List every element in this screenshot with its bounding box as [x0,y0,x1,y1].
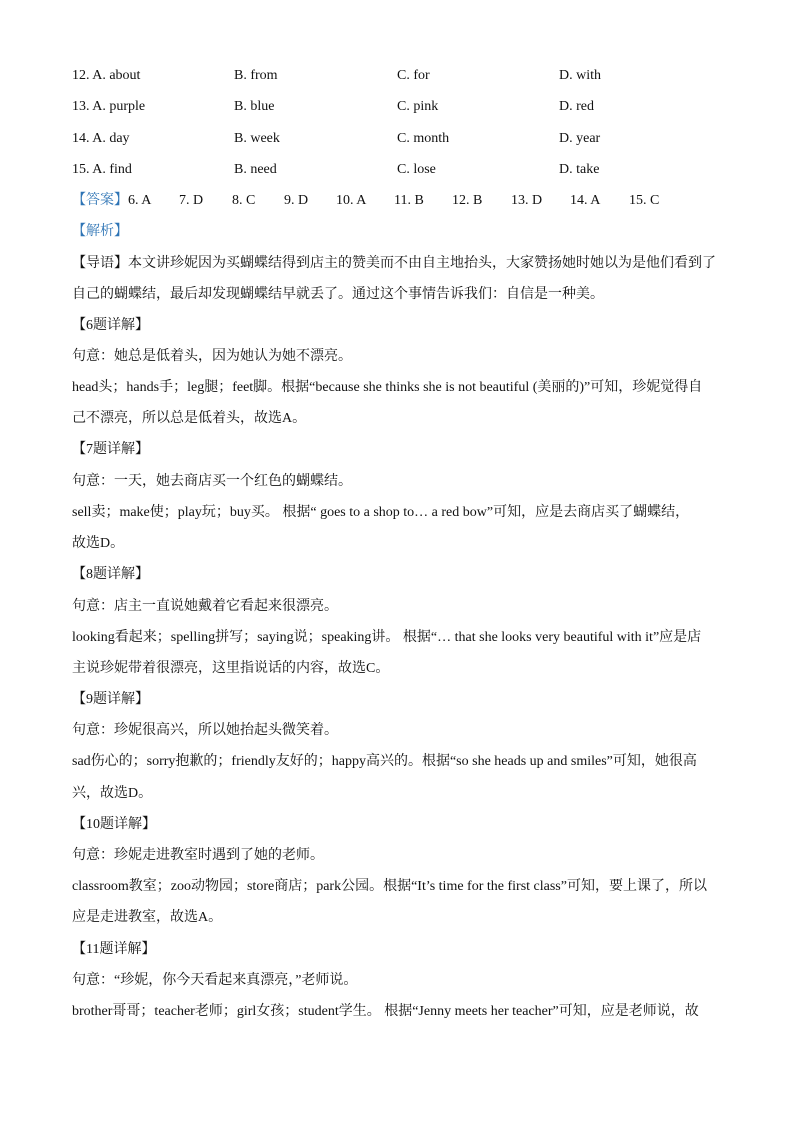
answer-item: 9. D [284,193,309,208]
option-row-14 [72,129,724,149]
answer-item: 12. B [452,193,483,208]
q7-explanation-1: sell卖；make使；play玩；buy买。 根据“ goes to a shop to… a red bow”可知，应是去商店买了蝴蝶结， [72,505,690,520]
q8-meaning: 句意：店主一直说她戴着它看起来很漂亮。 [72,599,338,614]
option-a: 14. A. day [72,131,130,146]
q8-explanation-2: 主说珍妮带着很漂亮，这里指说话的内容，故选C。 [72,661,390,676]
option-d: D. red [559,99,594,114]
option-a: 15. A. find [72,162,132,177]
option-c: C. lose [397,162,436,177]
q7-heading: 【7题详解】 [72,442,149,457]
answer-item: 13. D [511,193,543,208]
q6-meaning: 句意：她总是低着头，因为她认为她不漂亮。 [72,349,352,364]
option-row-15 [72,160,724,180]
option-a: 13. A. purple [72,99,146,114]
option-c: C. month [397,131,450,146]
guide-line-1: 【导语】本文讲珍妮因为买蝴蝶结得到店主的赞美而不由自主地抬头，大家赞扬她时她以为是他们看到了 [72,256,716,271]
q11-explanation-1: brother哥哥；teacher老师；girl女孩；student学生。 根据“Jenny meets her teacher”可知，应是老师说，故 [72,1004,699,1019]
q7-meaning: 句意：一天，她去商店买一个红色的蝴蝶结。 [72,474,352,489]
q9-meaning: 句意：珍妮很高兴，所以她抬起头微笑着。 [72,723,338,738]
q10-heading: 【10题详解】 [72,817,156,832]
q11-heading: 【11题详解】 [72,942,156,957]
q9-heading: 【9题详解】 [72,692,149,707]
option-c: C. for [397,68,430,83]
answer-item: 15. C [629,193,660,208]
q9-explanation-2: 兴，故选D。 [72,786,153,801]
option-row-12 [72,66,724,86]
q10-meaning: 句意：珍妮走进教室时遇到了她的老师。 [72,848,324,863]
option-b: B. week [234,131,280,146]
option-b: B. blue [234,99,275,114]
q6-explanation-2: 己不漂亮，所以总是低着头，故选A。 [72,411,307,426]
option-d: D. with [559,68,601,83]
q7-explanation-2: 故选D。 [72,536,125,551]
answer-label: 【答案】 [72,193,128,208]
answer-item: 11. B [394,193,424,208]
guide-line-2: 自己的蝴蝶结，最后却发现蝴蝶结早就丢了。通过这个事情告诉我们：自信是一种美。 [72,287,604,302]
option-d: D. year [559,131,601,146]
answer-item: 14. A [570,193,601,208]
q8-heading: 【8题详解】 [72,567,149,582]
answer-item: 10. A [336,193,367,208]
option-c: C. pink [397,99,439,114]
q6-heading: 【6题详解】 [72,318,149,333]
option-b: B. need [234,162,277,177]
option-b: B. from [234,68,278,83]
option-row-13 [72,97,724,117]
option-a: 12. A. about [72,68,141,83]
answer-row [72,191,724,211]
analysis-label: 【解析】 [72,224,128,239]
option-d: D. take [559,162,600,177]
q10-explanation-1: classroom教室；zoo动物园；store商店；park公园。根据“It’s time for the first class”可知，要上课了，所以 [72,879,707,894]
q11-meaning: 句意：“珍妮，你今天看起来真漂亮，”老师说。 [72,973,358,988]
q9-explanation-1: sad伤心的；sorry抱歉的；friendly友好的；happy高兴的。根据“so she heads up and smiles”可知，她很高 [72,754,697,769]
answer-item: 6. A [128,193,152,208]
q10-explanation-2: 应是走进教室，故选A。 [72,910,223,925]
answer-item: 7. D [179,193,204,208]
q6-explanation-1: head头；hands手；leg腿；feet脚。根据“because she thinks she is not beautiful (美丽的)”可知，珍妮觉得自 [72,380,703,395]
answer-item: 8. C [232,193,256,208]
q8-explanation-1: looking看起来；spelling拼写；saying说；speaking讲。 根据“… that she looks very beautiful with it”应是店 [72,630,702,645]
